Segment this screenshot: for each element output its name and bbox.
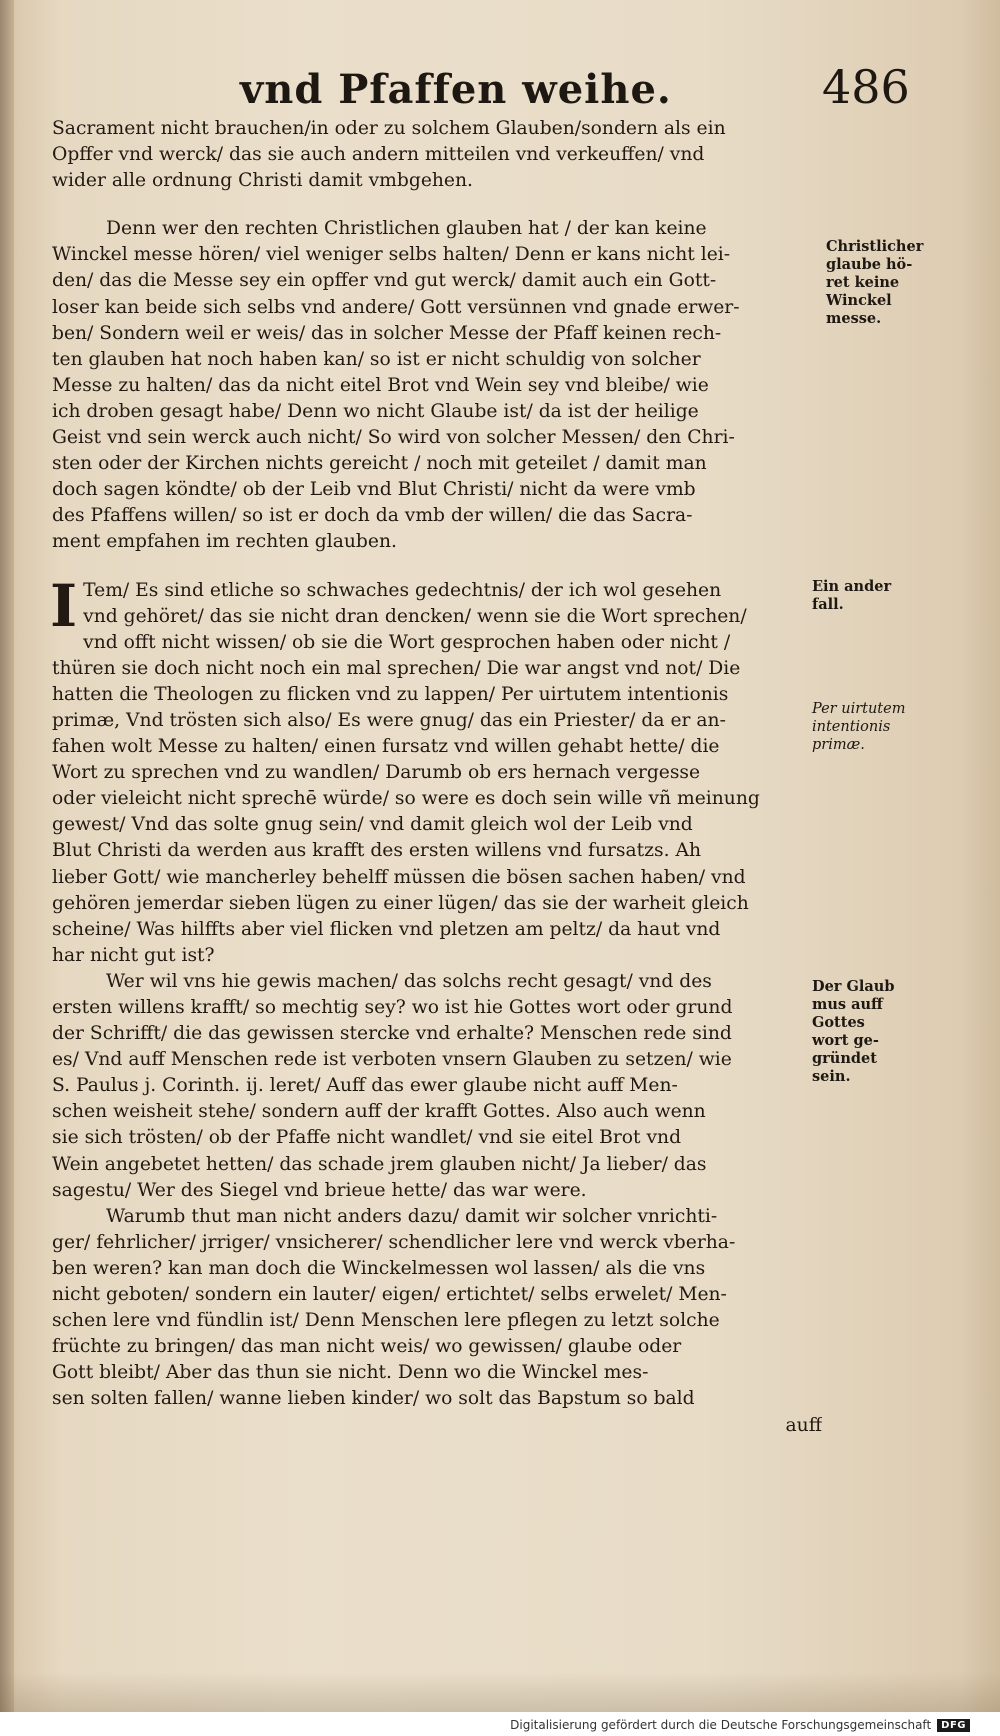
text-line: gehören jemerdar sieben lügen zu einer lügen/ das sie der warheit gleich [52, 892, 749, 914]
paragraph-3 [50, 571, 822, 969]
text-line: gewest/ Vnd das solte gnug sein/ vnd damit gleich wol der Leib vnd [52, 814, 693, 836]
page-number: 486 [822, 60, 910, 114]
text-line: ment empfahen im rechten glauben. [52, 531, 397, 553]
text-line: har nicht gut ist? [52, 944, 215, 966]
text-line: sten oder der Kirchen nichts gereicht / noch mit geteilet / damit man [52, 453, 707, 475]
text-line: primæ, Vnd trösten sich also/ Es were gnug/ das ein Priester/ da er an- [52, 709, 726, 731]
text-line: ersten willens krafft/ so mechtig sey? wo ist hie Gottes wort oder grund [52, 997, 733, 1018]
paragraph-1 [52, 116, 822, 194]
text-line: Messe zu halten/ das da nicht eitel Brot vnd Wein sey vnd bleibe/ wie [52, 374, 709, 396]
text-line: Wort zu sprechen vnd zu wandlen/ Darumb ob ers hernach vergesse [52, 762, 701, 784]
digitization-credit [510, 1718, 970, 1732]
text-line: Tem/ Es sind etliche so schwaches gedechtnis/ der ich wol gesehen [83, 579, 722, 601]
text-line: doch sagen köndte/ ob der Leib vnd Blut Christi/ nicht da were vmb [52, 479, 696, 501]
text-line: oder vieleicht nicht sprechē würde/ so were es doch sein wille vñ meinung [52, 788, 760, 810]
text-line: ten glauben hat noch haben kan/ so ist er nicht schuldig von solcher [52, 348, 701, 370]
margin-note-1: Christlicher glaube hö- ret keine Winckel messe. [826, 238, 924, 327]
text-line: Opffer vnd werck/ das sie auch andern mitteilen vnd verkeuffen/ vnd [52, 144, 705, 166]
main-text-block [52, 116, 822, 1439]
text-line: sagestu/ Wer des Siegel vnd brieue hette/ das war were. [52, 1179, 587, 1201]
paragraph-4 [52, 969, 822, 1204]
text-line: des Pfaffens willen/ so ist er doch da vmb der willen/ die das Sacra- [52, 505, 693, 527]
text-line: wider alle ordnung Christi damit vmbgehen. [52, 170, 473, 192]
text-line: der Schrifft/ die das gewissen stercke vnd erhalte? Menschen rede sind [52, 1023, 732, 1045]
text-line: ben/ Sondern weil er weis/ das in solcher Messe der Pfaff keinen rech- [52, 322, 722, 344]
text-line: S. Paulus j. Corinth. ij. leret/ Auff das ewer glaube nicht auff Men- [52, 1075, 678, 1097]
credit-text: Digitalisierung gefördert durch die Deutsche Forschungsgemeinschaft [510, 1718, 932, 1732]
margin-note-2: Ein ander fall. [812, 578, 892, 613]
text-line: es/ Vnd auff Menschen rede ist verboten vnsern Glauben zu setzen/ wie [52, 1049, 732, 1071]
catchword: auff [785, 1414, 822, 1436]
text-line: schen lere vnd fündlin ist/ Denn Menschen lere pflegen zu letzt solche [52, 1310, 720, 1332]
text-line: thüren sie doch nicht noch ein mal sprechen/ Die war angst vnd not/ Die [52, 657, 741, 679]
text-line: nicht geboten/ sondern ein lauter/ eigen/ ertichtet/ selbs erwelet/ Men- [52, 1284, 727, 1306]
text-line: sie sich trösten/ ob der Pfaffe nicht wandlet/ vnd sie eitel Brot vnd [52, 1127, 682, 1149]
text-line: ich droben gesagt habe/ Denn wo nicht Glaube ist/ da ist der heilige [52, 400, 699, 422]
text-line: Wer wil vns hie gewis machen/ das solchs recht gesagt/ vnd des [106, 970, 712, 992]
text-line: den/ das die Messe sey ein opffer vnd gut werck/ damit auch ein Gott- [52, 270, 717, 292]
text-line: ben weren? kan man doch die Winckelmessen wol lassen/ als die vns [52, 1257, 706, 1279]
text-line: sen solten fallen/ wanne lieben kinder/ wo solt das Bapstum so bald [52, 1388, 695, 1410]
text-line: ger/ fehrlicher/ jrriger/ vnsicherer/ schendlicher lere vnd werck vberha- [52, 1231, 736, 1253]
text-line: früchte zu bringen/ das man nicht weis/ wo gewissen/ glaube oder [52, 1336, 682, 1358]
text-line: Denn wer den rechten Christlichen glauben hat / der kan keine [106, 218, 707, 240]
text-line: Geist vnd sein werck auch nicht/ So wird von solcher Messen/ den Chri- [52, 427, 735, 449]
text-line: lieber Gott/ wie mancherley behelff müssen die bösen sachen haben/ vnd [52, 866, 746, 888]
paragraph-2 [52, 216, 822, 555]
text-line: Wein angebetet hetten/ das schade jrem glauben nicht/ Ja lieber/ das [52, 1153, 707, 1175]
text-line: Sacrament nicht brauchen/in oder zu solchem Glauben/sondern als ein [52, 118, 726, 139]
text-line: vnd gehöret/ das sie nicht dran dencken/ wenn sie die Wort sprechen/ [83, 605, 747, 627]
text-line: Winckel messe hören/ viel weniger selbs halten/ Denn er kans nicht lei- [52, 244, 731, 266]
text-line: Gott bleibt/ Aber das thun sie nicht. Denn wo die Winckel mes- [52, 1362, 649, 1384]
running-head: vnd Pfaffen weihe. [240, 66, 672, 113]
margin-note-3: Per uirtutem intentionis primæ. [812, 701, 906, 753]
paragraph-5 [52, 1204, 822, 1439]
margin-note-4: Der Glaub mus auff Gottes wort ge- gründet sein. [812, 978, 895, 1085]
text-line: Warumb thut man nicht anders dazu/ damit wir solcher vnrichti- [106, 1205, 718, 1227]
text-line: loser kan beide sich selbs vnd andere/ Gott versünnen vnd gnade erwer- [52, 296, 740, 318]
text-line: Blut Christi da werden aus krafft des ersten willens vnd fursatzs. Ah [52, 840, 702, 862]
text-line: scheine/ Was hilffts aber viel flicken vnd pletzen am peltz/ da haut vnd [52, 918, 721, 940]
text-line: hatten die Theologen zu flicken vnd zu lappen/ Per uirtutem intentionis [52, 683, 729, 705]
text-line: vnd offt nicht wissen/ ob sie die Wort gesprochen haben oder nicht / [83, 631, 731, 653]
dfg-logo: DFG [937, 1719, 970, 1732]
text-line: fahen wolt Messe zu halten/ einen fursatz vnd willen gehabt hette/ die [52, 736, 720, 758]
initial-letter: I [50, 571, 78, 640]
text-line: schen weisheit stehe/ sondern auff der krafft Gottes. Also auch wenn [52, 1101, 706, 1123]
